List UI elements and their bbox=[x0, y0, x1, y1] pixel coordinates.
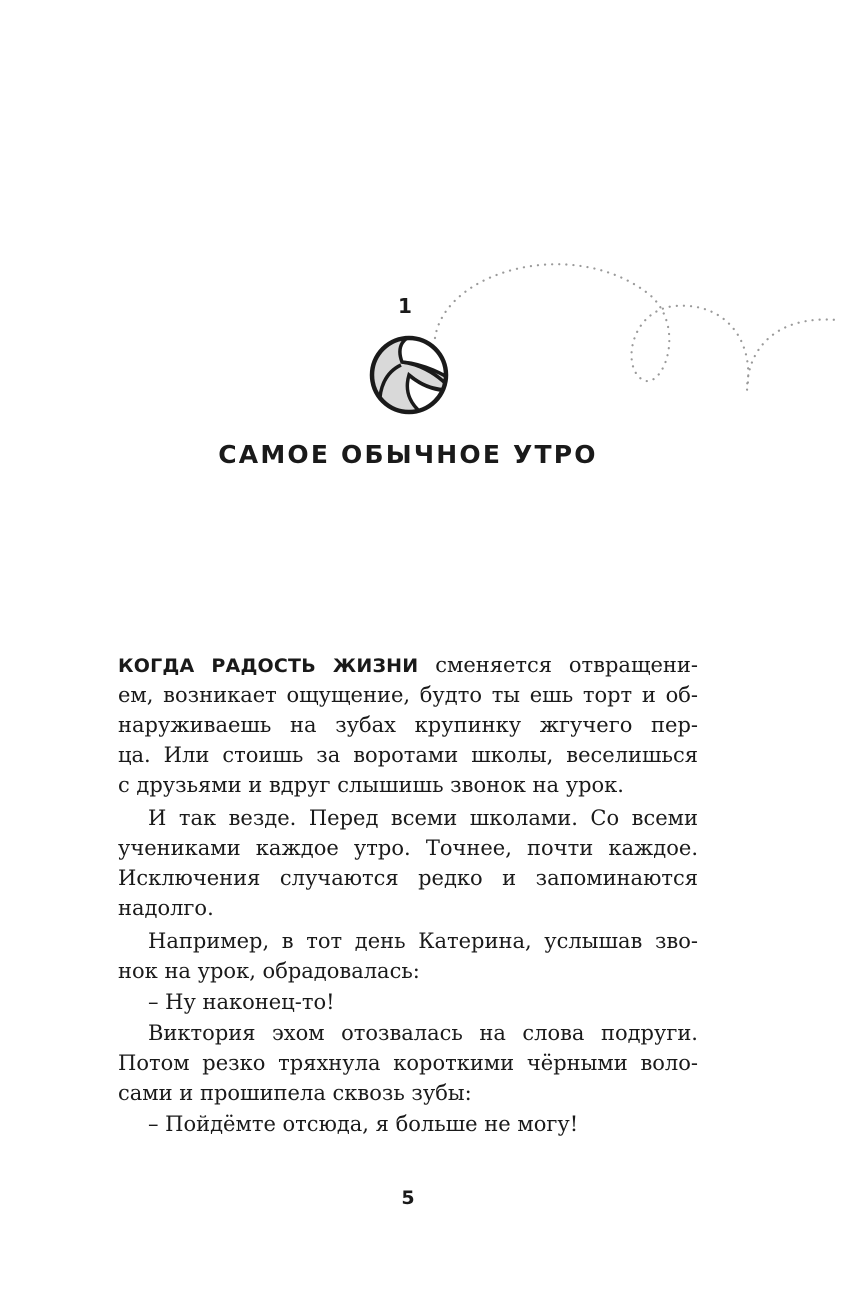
paragraph-line: учениками каждое утро. Точнее, почти каждое. bbox=[118, 836, 698, 860]
lead-words: КОГДА РАДОСТЬ ЖИЗНИ bbox=[118, 655, 419, 677]
line-text: сменяется отвращени- bbox=[435, 653, 698, 677]
dialogue-line: – Ну наконец-то! bbox=[148, 990, 335, 1014]
chapter-number: 1 bbox=[398, 294, 412, 318]
paragraph-line: наруживаешь на зубах крупинку жгучего пер- bbox=[118, 713, 698, 737]
paragraph-line: нок на урок, обрадовалась: bbox=[118, 959, 420, 983]
paragraph-line: с друзьями и вдруг слышишь звонок на урок. bbox=[118, 773, 624, 797]
paragraph-line: И так везде. Перед всеми школами. Со всеми bbox=[148, 806, 698, 830]
paragraph-line: Исключения случаются редко и запоминаются bbox=[118, 866, 698, 890]
page-number: 5 bbox=[401, 1187, 415, 1209]
paragraph-line: Например, в тот день Катерина, услышав зво- bbox=[148, 929, 698, 953]
paragraph-line bbox=[118, 650, 698, 680]
dotted-trail-decoration bbox=[425, 240, 844, 410]
dialogue-line: – Пойдёмте отсюда, я больше не могу! bbox=[148, 1112, 579, 1136]
paragraph-line: Потом резко тряхнула короткими чёрными воло- bbox=[118, 1051, 698, 1075]
paragraph-line: Виктория эхом отозвалась на слова подруги. bbox=[148, 1021, 698, 1045]
paragraph-line: ем, возникает ощущение, будто ты ешь торт и об- bbox=[118, 683, 698, 707]
paragraph-line: надолго. bbox=[118, 896, 214, 920]
volleyball-icon bbox=[368, 334, 450, 416]
paragraph-line: ца. Или стоишь за воротами школы, веселишься bbox=[118, 743, 698, 767]
paragraph-line: сами и прошипела сквозь зубы: bbox=[118, 1081, 472, 1105]
chapter-title: САМОЕ ОБЫЧНОЕ УТРО bbox=[218, 440, 598, 469]
